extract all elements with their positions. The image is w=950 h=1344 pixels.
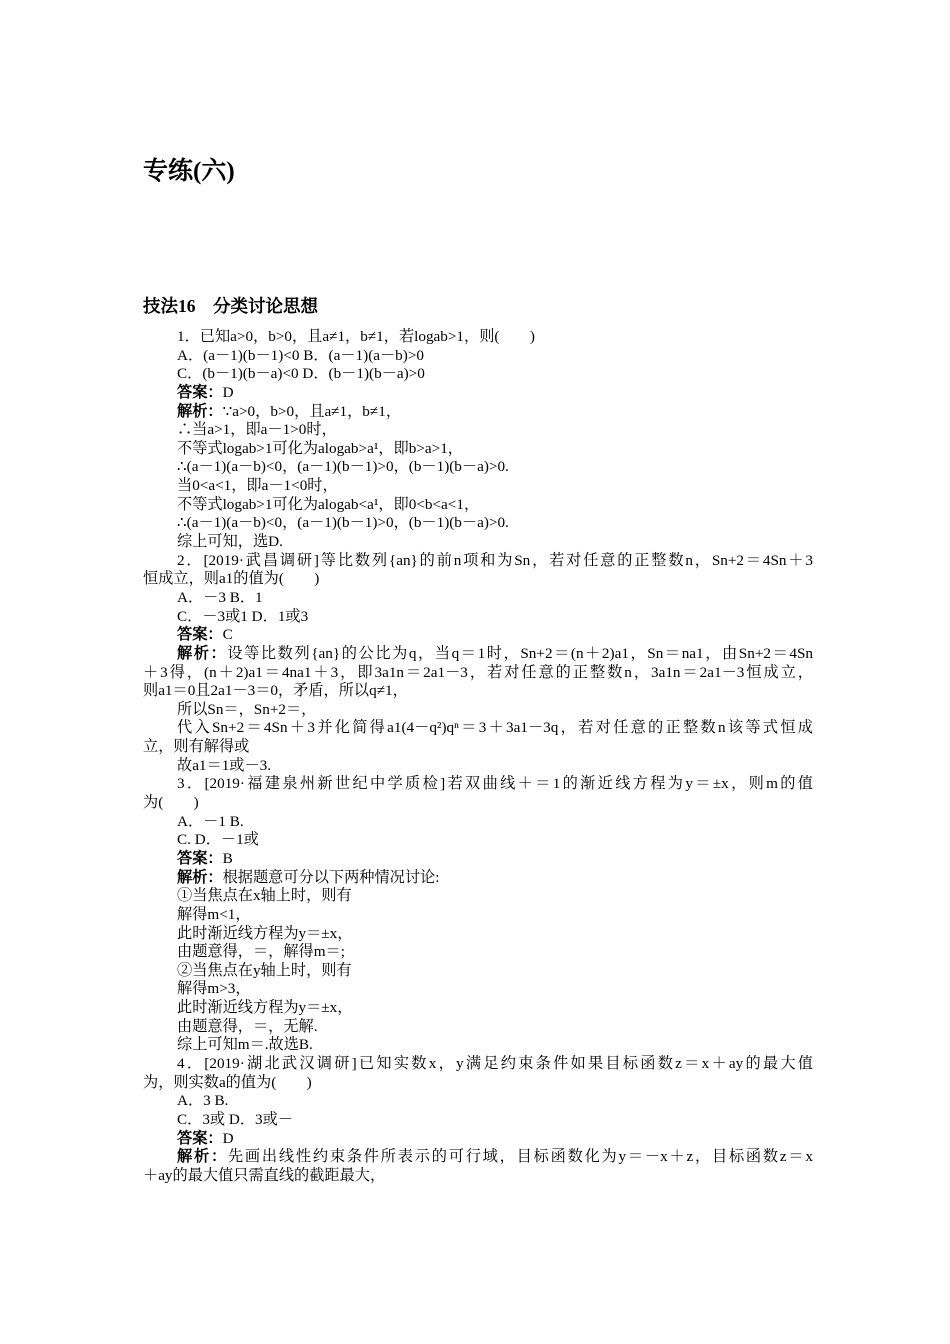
line-text: 不等式logab>1可化为alogab>a¹，即b>a>1， [177, 439, 463, 457]
line-text: 此时渐近线方程为y＝±x， [177, 999, 353, 1017]
answer-label: 解析： [177, 1148, 228, 1166]
text-line [143, 1167, 813, 1186]
line-text: 4．[2019·湖北武汉调研]已知实数x，y满足约束条件如果目标函数z＝x＋ay的最大值 [177, 1054, 813, 1072]
text-line [143, 850, 813, 869]
text-line [143, 943, 813, 962]
text-line [143, 701, 813, 720]
text-line [143, 831, 813, 850]
text-line [143, 514, 813, 533]
text-line [143, 794, 813, 813]
line-text: 不等式logab>1可化为alogab<a¹，即0<b<a<1， [177, 495, 480, 513]
line-text: A．－1 B. [177, 812, 244, 830]
line-text: 立，则有解得或 [143, 738, 250, 756]
text-line [143, 421, 813, 440]
text-line [143, 533, 813, 552]
text-line [143, 403, 813, 422]
text-line [143, 925, 813, 944]
text-line [143, 1092, 813, 1111]
line-text: 综上可知，选D. [177, 533, 283, 551]
text-line [143, 664, 813, 683]
line-text: 为( ) [143, 794, 199, 812]
answer-label: 解析： [177, 644, 228, 662]
line-text: 解得m<1， [177, 905, 251, 923]
line-text: C [222, 626, 233, 644]
answer-label: 答案： [177, 626, 223, 644]
line-text: B [222, 849, 233, 867]
line-text: 解得m>3， [177, 980, 251, 998]
text-line [143, 869, 813, 888]
line-text: C．(b－1)(b－a)<0 D．(b－1)(b－a)>0 [177, 365, 425, 383]
text-line [143, 1111, 813, 1130]
line-text: 恒成立，则a1的值为( ) [143, 570, 320, 588]
answer-label: 答案： [177, 1129, 223, 1147]
answer-label: 答案： [177, 383, 223, 401]
line-text: 根据题意可分以下两种情况讨论: [222, 868, 440, 886]
page-title: 专练(六) [143, 158, 235, 185]
line-text: ①当焦点在x轴上时，则有 [177, 887, 352, 905]
line-text: 代入Sn+2＝4Sn＋3并化简得a1(4－q²)qⁿ＝3＋3a1－3q，若对任意的正整数n该等式恒成 [177, 719, 813, 737]
text-line [143, 682, 813, 701]
line-text: D [222, 1129, 234, 1147]
line-text: 故a1＝1或－3. [177, 756, 272, 774]
line-text: 则a1＝0且2a1－3＝0，矛盾，所以q≠1， [143, 682, 408, 700]
text-line [143, 757, 813, 776]
line-text: 由题意得，＝，无解. [177, 1017, 318, 1035]
line-text: C．3或 D．3或－ [177, 1110, 294, 1128]
line-text: ∴(a－1)(a－b)<0，(a－1)(b－1)>0，(b－1)(b－a)>0. [177, 458, 509, 476]
line-text: 所以Sn＝，Sn+2＝， [177, 700, 317, 718]
text-line [143, 552, 813, 571]
text-line [143, 887, 813, 906]
text-line [143, 906, 813, 925]
text-line [143, 980, 813, 999]
answer-label: 解析： [177, 402, 223, 420]
text-line [143, 645, 813, 664]
line-text: C. D．－1或 [177, 831, 259, 849]
text-line [143, 626, 813, 645]
line-text: ②当焦点在y轴上时，则有 [177, 961, 352, 979]
problem-content [143, 328, 813, 1185]
text-line [143, 365, 813, 384]
line-text: ＋3得，(n＋2)a1＝4na1＋3，即3a1n＝2a1－3，若对任意的正整数n，3a1n＝2a1－3恒成立， [143, 663, 813, 681]
text-line [143, 458, 813, 477]
text-line [143, 1074, 813, 1093]
text-line [143, 328, 813, 347]
text-line [143, 384, 813, 403]
line-text: C．－3或1 D．1或3 [177, 607, 309, 625]
text-line [143, 570, 813, 589]
text-line [143, 608, 813, 627]
line-text: 当0<a<1，即a－1<0时， [177, 477, 338, 495]
text-line [143, 1055, 813, 1074]
line-text: A．(a－1)(b－1)<0 B．(a－1)(a－b)>0 [177, 346, 424, 364]
text-line [143, 477, 813, 496]
line-text: 2．[2019·武昌调研]等比数列{an}的前n项和为Sn，若对任意的正整数n，Sn+2＝4Sn＋3 [177, 551, 813, 569]
line-text: 先画出线性约束条件所表示的可行域，目标函数化为y＝－x＋z，目标函数z＝x [227, 1148, 814, 1166]
line-text: ＋ay的最大值只需直线的截距最大， [143, 1166, 386, 1184]
line-text: A．－3 B．1 [177, 588, 263, 606]
line-text: 3．[2019·福建泉州新世纪中学质检]若双曲线＋＝1的渐近线方程为y＝±x，则m的值 [177, 775, 813, 793]
text-line [143, 1148, 813, 1167]
line-text: ∵a>0，b>0，且a≠1，b≠1， [222, 402, 402, 420]
line-text: D [222, 383, 234, 401]
answer-label: 解析： [177, 868, 223, 886]
line-text: ∴(a－1)(a－b)<0，(a－1)(b－1)>0，(b－1)(b－a)>0. [177, 514, 509, 532]
line-text: ∴当a>1，即a－1>0时， [177, 421, 337, 439]
text-line [143, 738, 813, 757]
line-text: 设等比数列{an}的公比为q，当q＝1时，Sn+2＝(n＋2)a1，Sn＝na1，由Sn+2＝4Sn [227, 644, 813, 662]
text-line [143, 589, 813, 608]
text-line [143, 775, 813, 794]
line-text: 综上可知m＝.故选B. [177, 1036, 313, 1054]
line-text: 由题意得，＝，解得m＝; [177, 943, 345, 961]
text-line [143, 1130, 813, 1149]
text-line [143, 1036, 813, 1055]
line-text: A．3 B. [177, 1092, 229, 1110]
text-line [143, 1018, 813, 1037]
line-text: 此时渐近线方程为y＝±x， [177, 924, 353, 942]
text-line [143, 496, 813, 515]
text-line [143, 347, 813, 366]
text-line [143, 813, 813, 832]
line-text: 1．已知a>0，b>0，且a≠1，b≠1，若logab>1，则( ) [177, 328, 535, 345]
answer-label: 答案： [177, 849, 223, 867]
text-line [143, 440, 813, 459]
text-line [143, 999, 813, 1018]
text-line [143, 962, 813, 981]
text-line [143, 719, 813, 738]
line-text: 为，则实数a的值为( ) [143, 1073, 312, 1091]
section-heading: 技法16 分类讨论思想 [143, 296, 318, 316]
